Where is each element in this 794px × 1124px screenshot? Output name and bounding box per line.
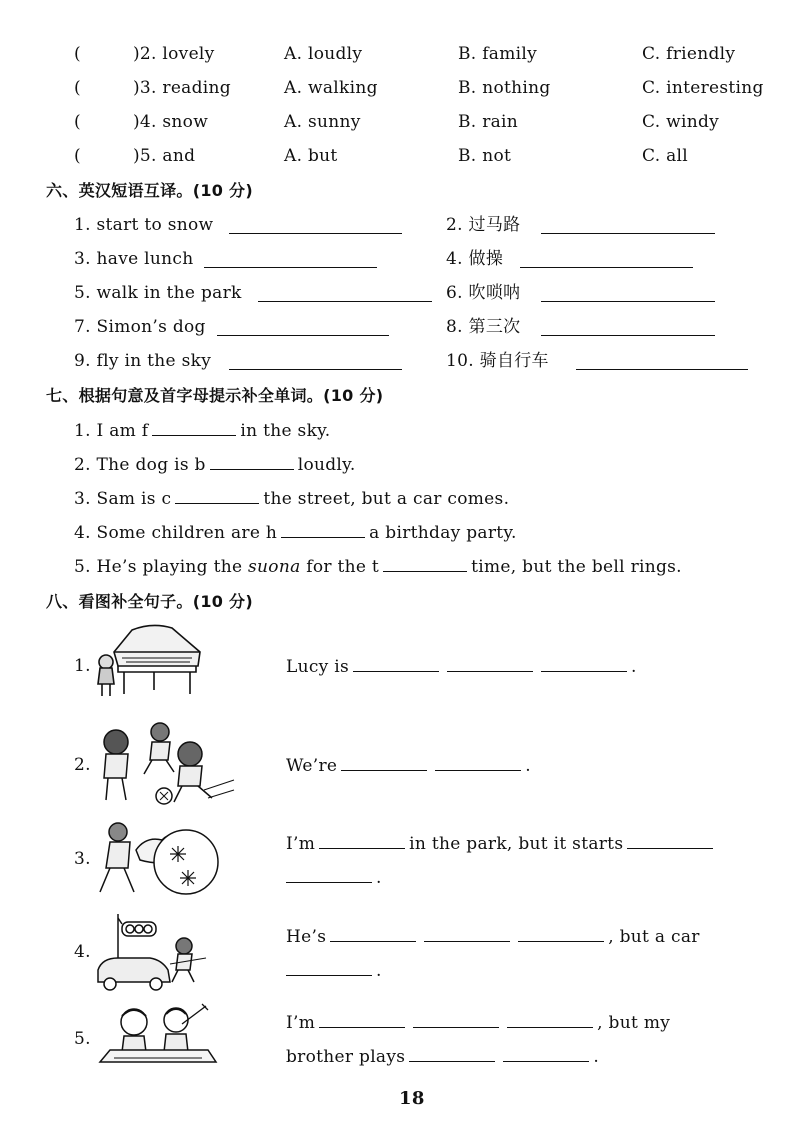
answer-blank[interactable] [447,655,533,672]
option-c: C. all [642,146,689,166]
picture-number: 4. [74,942,91,962]
boy-walking-snow-picture [90,820,224,898]
kids-drawing-suona-picture [96,1000,220,1070]
answer-blank[interactable] [507,1011,593,1028]
question-word: 5. and [139,146,196,166]
answer-blank[interactable] [424,925,510,942]
answer-blank[interactable] [152,419,236,436]
choice-row [74,111,208,133]
answer-paren-close: ) [132,78,140,98]
picture-sentence: We’re . [286,756,531,776]
answer-paren-open[interactable]: ( [74,44,81,64]
option-b: B. nothing [458,78,551,98]
picture-sentence: I’m , but my [286,1013,671,1033]
answer-paren-close: ) [132,112,140,132]
fill-sentence: 2. The dog is b loudly. [74,455,356,475]
piano-girl-picture [92,622,204,698]
answer-blank[interactable] [175,487,259,504]
question-word: 3. reading [139,78,231,98]
section-8-title: 八、看图补全句子。(10 分) [46,592,253,611]
kids-playing-football-picture [94,720,238,808]
answer-blank[interactable] [210,453,294,470]
option-c: C. interesting [642,78,764,98]
answer-blank[interactable] [341,754,427,771]
option-c: C. windy [642,112,720,132]
answer-blank[interactable] [258,301,432,302]
phrase-item: 9. fly in the sky [74,351,212,371]
answer-blank[interactable] [281,521,365,538]
picture-number: 1. [74,656,91,676]
picture-sentence-line2: . [286,959,382,982]
answer-paren-open[interactable]: ( [74,146,81,166]
answer-blank[interactable] [435,754,521,771]
fill-sentence: 1. I am f in the sky. [74,421,331,441]
choice-row [74,77,231,99]
answer-blank[interactable] [541,233,715,234]
answer-paren-close: ) [132,146,140,166]
answer-blank[interactable] [229,233,402,234]
page-number: 18 [399,1088,425,1109]
fill-sentence: 4. Some children are h a birthday party. [74,523,517,543]
option-a: A. but [284,146,338,166]
phrase-item: 5. walk in the park [74,283,242,303]
answer-blank[interactable] [541,655,627,672]
option-a: A. sunny [284,112,361,132]
answer-blank[interactable] [319,1011,405,1028]
answer-blank[interactable] [229,369,402,370]
answer-blank[interactable] [541,335,715,336]
phrase-item: 1. start to snow [74,215,214,235]
question-word: 4. snow [139,112,209,132]
traffic-light-car-picture [92,910,212,994]
answer-blank[interactable] [383,555,467,572]
option-a: A. walking [284,78,378,98]
picture-number: 2. [74,755,91,775]
answer-blank[interactable] [204,267,377,268]
option-c: C. friendly [642,44,736,64]
answer-blank[interactable] [520,267,693,268]
picture-sentence: He’s , but a car [286,927,700,947]
picture-sentence-line2: brother plays . [286,1047,600,1067]
answer-paren-open[interactable]: ( [74,112,81,132]
phrase-item: 8. 第三次 [446,317,521,337]
picture-sentence-line2: . [286,866,382,889]
phrase-item: 6. 吹唢呐 [446,283,521,303]
phrase-item: 7. Simon’s dog [74,317,206,337]
section-7-title: 七、根据句意及首字母提示补全单词。(10 分) [46,386,384,405]
phrase-item: 2. 过马路 [446,215,521,235]
option-b: B. family [458,44,538,64]
choice-row [74,145,195,167]
option-b: B. rain [458,112,519,132]
answer-blank[interactable] [409,1045,495,1062]
answer-blank[interactable] [541,301,715,302]
fill-sentence: 5. He’s playing the suona for the t time, but the bell rings. [74,557,682,577]
picture-number: 3. [74,849,91,869]
picture-number: 5. [74,1029,91,1049]
phrase-item: 4. 做操 [446,249,504,269]
answer-blank[interactable] [286,959,372,976]
choice-row [74,43,215,65]
answer-blank[interactable] [286,866,372,883]
answer-blank[interactable] [217,335,389,336]
answer-blank[interactable] [353,655,439,672]
answer-paren-close: ) [132,44,140,64]
phrase-item: 3. have lunch [74,249,194,269]
answer-blank[interactable] [330,925,416,942]
answer-paren-open[interactable]: ( [74,78,81,98]
answer-blank[interactable] [413,1011,499,1028]
section-6-title: 六、英汉短语互译。(10 分) [46,181,253,200]
answer-blank[interactable] [518,925,604,942]
fill-sentence: 3. Sam is c the street, but a car comes. [74,489,510,509]
phrase-item: 10. 骑自行车 [446,351,549,371]
picture-sentence: I’m in the park, but it starts [286,832,717,855]
picture-sentence: Lucy is . [286,657,637,677]
answer-blank[interactable] [627,832,713,849]
answer-blank[interactable] [319,832,405,849]
question-word: 2. lovely [139,44,215,64]
answer-blank[interactable] [503,1045,589,1062]
option-a: A. loudly [284,44,363,64]
answer-blank[interactable] [576,369,748,370]
option-b: B. not [458,146,512,166]
